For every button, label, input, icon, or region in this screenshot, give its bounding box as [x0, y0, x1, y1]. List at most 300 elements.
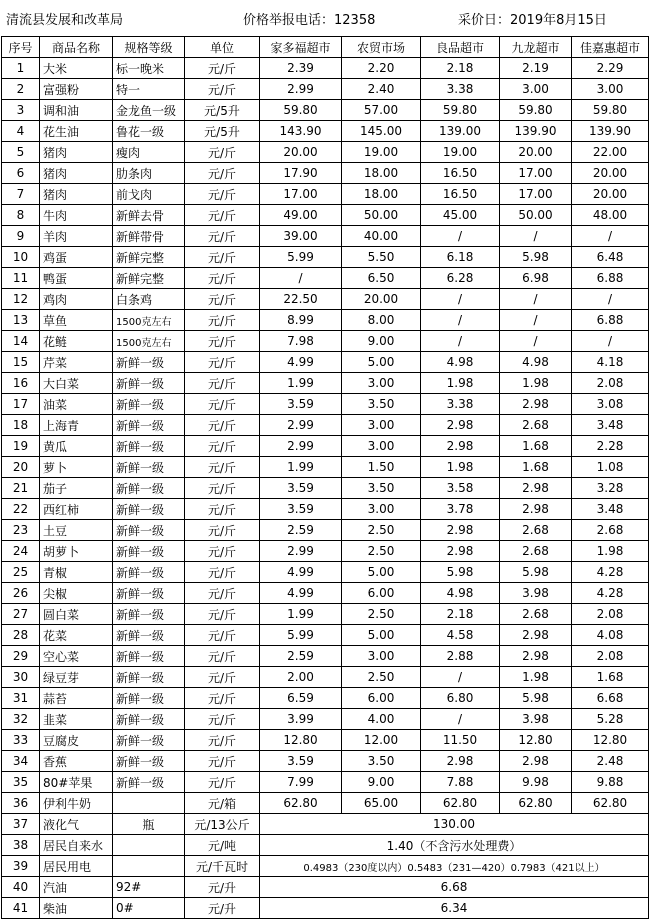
item-name: 富强粉 [40, 79, 113, 100]
item-spec: 新鲜一级 [113, 730, 185, 751]
price-cell: 1.98 [421, 373, 500, 394]
item-unit: 元/升 [185, 877, 260, 898]
price-cell: 2.08 [572, 373, 649, 394]
item-spec: 新鲜一级 [113, 604, 185, 625]
survey-date: 采价日：2019年8月15日 [458, 13, 607, 28]
price-cell: 2.68 [500, 541, 572, 562]
row-number: 1 [2, 58, 40, 79]
page-header [0, 0, 649, 36]
row-number: 23 [2, 520, 40, 541]
price-cell: 4.08 [572, 625, 649, 646]
row-number: 9 [2, 226, 40, 247]
price-cell: 2.99 [260, 79, 342, 100]
item-spec: 新鲜一级 [113, 667, 185, 688]
row-number: 39 [2, 856, 40, 877]
price-cell: 2.19 [500, 58, 572, 79]
item-spec: 金龙鱼一级 [113, 100, 185, 121]
col-header-unit: 单位 [185, 37, 260, 58]
price-cell: 2.98 [421, 751, 500, 772]
price-cell: 2.48 [572, 751, 649, 772]
table-row [2, 226, 649, 247]
item-spec: 新鲜一级 [113, 415, 185, 436]
price-cell: 2.18 [421, 604, 500, 625]
table-row [2, 772, 649, 793]
price-cell: 2.98 [500, 751, 572, 772]
price-cell: 50.00 [500, 205, 572, 226]
col-header-store-3: 良品超市 [421, 37, 500, 58]
price-cell: 6.48 [572, 247, 649, 268]
price-cell: 8.99 [260, 310, 342, 331]
price-cell: 2.50 [342, 541, 421, 562]
item-unit: 元/斤 [185, 436, 260, 457]
item-spec: 新鲜带骨 [113, 226, 185, 247]
price-cell: 6.80 [421, 688, 500, 709]
item-spec: 92# [113, 877, 185, 898]
table-row [2, 331, 649, 352]
table-row [2, 142, 649, 163]
item-name: 茄子 [40, 478, 113, 499]
price-cell: 1.98 [500, 373, 572, 394]
table-row [2, 121, 649, 142]
item-name: 花生油 [40, 121, 113, 142]
table-row [2, 415, 649, 436]
item-unit: 元/吨 [185, 835, 260, 856]
item-spec: 新鲜完整 [113, 247, 185, 268]
item-unit: 元/斤 [185, 562, 260, 583]
price-cell: 3.00 [572, 79, 649, 100]
item-unit: 元/斤 [185, 730, 260, 751]
item-spec: 新鲜一级 [113, 520, 185, 541]
row-number: 19 [2, 436, 40, 457]
price-cell: 4.98 [421, 583, 500, 604]
price-cell: 62.80 [260, 793, 342, 814]
price-cell: 8.00 [342, 310, 421, 331]
price-cell: 18.00 [342, 184, 421, 205]
item-unit: 元/斤 [185, 289, 260, 310]
row-number: 24 [2, 541, 40, 562]
price-cell: 4.00 [342, 709, 421, 730]
item-unit: 元/斤 [185, 247, 260, 268]
price-cell: 6.00 [342, 688, 421, 709]
price-cell: 2.98 [500, 625, 572, 646]
price-cell: 3.98 [500, 709, 572, 730]
item-spec: 前戈肉 [113, 184, 185, 205]
table-row [2, 457, 649, 478]
table-row [2, 667, 649, 688]
item-name: 空心菜 [40, 646, 113, 667]
price-cell: 59.80 [260, 100, 342, 121]
table-row [2, 541, 649, 562]
price-cell: 2.99 [260, 541, 342, 562]
price-cell: 2.68 [500, 520, 572, 541]
price-cell: 62.80 [421, 793, 500, 814]
price-cell: 6.68 [572, 688, 649, 709]
price-cell: 2.98 [421, 541, 500, 562]
item-name: 鸡肉 [40, 289, 113, 310]
price-cell: 5.50 [342, 247, 421, 268]
item-name: 西红柿 [40, 499, 113, 520]
price-cell: 2.00 [260, 667, 342, 688]
report-phone: 价格举报电话：12358 [243, 13, 376, 28]
item-unit: 元/斤 [185, 184, 260, 205]
price-cell: 2.98 [500, 499, 572, 520]
table-row [2, 247, 649, 268]
col-header-store-4: 九龙超市 [500, 37, 572, 58]
price-cell: 3.59 [260, 751, 342, 772]
item-name: 大白菜 [40, 373, 113, 394]
item-unit: 元/斤 [185, 583, 260, 604]
item-name: 香蕉 [40, 751, 113, 772]
table-row [2, 583, 649, 604]
merged-price-cell: 130.00 [260, 814, 649, 835]
price-cell: 1.68 [572, 667, 649, 688]
item-spec: 新鲜一级 [113, 478, 185, 499]
row-number: 17 [2, 394, 40, 415]
price-cell: 20.00 [500, 142, 572, 163]
item-spec: 瘦肉 [113, 142, 185, 163]
item-unit: 元/斤 [185, 604, 260, 625]
table-row [2, 835, 649, 856]
item-spec: 新鲜一级 [113, 499, 185, 520]
item-name: 液化气 [40, 814, 113, 835]
price-cell: 4.58 [421, 625, 500, 646]
price-cell: 1.68 [500, 457, 572, 478]
price-cell: 3.00 [342, 646, 421, 667]
price-cell: 3.48 [572, 499, 649, 520]
price-cell: 4.98 [500, 352, 572, 373]
price-cell: 2.39 [260, 58, 342, 79]
row-number: 27 [2, 604, 40, 625]
price-cell: 2.99 [260, 436, 342, 457]
col-header-name: 商品名称 [40, 37, 113, 58]
price-cell: 20.00 [572, 163, 649, 184]
price-cell: 1.98 [572, 541, 649, 562]
item-unit: 元/斤 [185, 520, 260, 541]
row-number: 21 [2, 478, 40, 499]
item-spec: 标一晚米 [113, 58, 185, 79]
price-cell: 4.99 [260, 562, 342, 583]
item-name: 青椒 [40, 562, 113, 583]
price-cell: 2.40 [342, 79, 421, 100]
item-unit: 元/斤 [185, 625, 260, 646]
price-cell: 2.98 [500, 646, 572, 667]
item-spec: 1500克左右 [113, 331, 185, 352]
item-name: 韭菜 [40, 709, 113, 730]
row-number: 20 [2, 457, 40, 478]
price-cell: 6.28 [421, 268, 500, 289]
table-row [2, 562, 649, 583]
table-row [2, 100, 649, 121]
price-cell: 3.98 [500, 583, 572, 604]
price-cell: 9.00 [342, 772, 421, 793]
price-cell: 16.50 [421, 163, 500, 184]
price-cell: 3.28 [572, 478, 649, 499]
row-number: 4 [2, 121, 40, 142]
item-name: 鸡蛋 [40, 247, 113, 268]
row-number: 40 [2, 877, 40, 898]
row-number: 10 [2, 247, 40, 268]
item-name: 80#苹果 [40, 772, 113, 793]
item-name: 居民自来水 [40, 835, 113, 856]
table-row [2, 814, 649, 835]
merged-price-cell: 1.40（不含污水处理费） [260, 835, 649, 856]
price-cell: 2.68 [500, 415, 572, 436]
row-number: 41 [2, 898, 40, 919]
price-cell: 1.99 [260, 604, 342, 625]
price-cell: 16.50 [421, 184, 500, 205]
price-cell: 2.50 [342, 604, 421, 625]
row-number: 25 [2, 562, 40, 583]
item-name: 猪肉 [40, 163, 113, 184]
price-cell: 2.50 [342, 520, 421, 541]
item-spec: 白条鸡 [113, 289, 185, 310]
price-cell: 6.88 [572, 310, 649, 331]
item-unit: 元/斤 [185, 79, 260, 100]
price-cell: 17.00 [500, 184, 572, 205]
price-cell: 2.98 [421, 415, 500, 436]
price-cell: 2.28 [572, 436, 649, 457]
price-cell: 62.80 [500, 793, 572, 814]
price-cell: 2.99 [260, 415, 342, 436]
table-row [2, 268, 649, 289]
item-name: 居民用电 [40, 856, 113, 877]
price-cell: 2.98 [421, 520, 500, 541]
price-cell: 12.80 [260, 730, 342, 751]
price-cell: 2.98 [500, 478, 572, 499]
price-cell: 4.28 [572, 583, 649, 604]
row-number: 34 [2, 751, 40, 772]
price-cell: 1.99 [260, 457, 342, 478]
price-cell: 5.98 [421, 562, 500, 583]
item-unit: 元/斤 [185, 205, 260, 226]
row-number: 6 [2, 163, 40, 184]
table-row [2, 79, 649, 100]
price-cell: 7.98 [260, 331, 342, 352]
col-header-no: 序号 [2, 37, 40, 58]
item-spec: 新鲜一级 [113, 583, 185, 604]
price-cell: / [260, 268, 342, 289]
col-header-store-5: 佳嘉惠超市 [572, 37, 649, 58]
price-cell: 139.00 [421, 121, 500, 142]
price-cell: / [500, 289, 572, 310]
price-cell: 6.50 [342, 268, 421, 289]
row-number: 31 [2, 688, 40, 709]
price-cell: 143.90 [260, 121, 342, 142]
item-unit: 元/斤 [185, 331, 260, 352]
price-cell: 20.00 [260, 142, 342, 163]
col-header-store-2: 农贸市场 [342, 37, 421, 58]
price-cell: / [421, 226, 500, 247]
item-name: 羊肉 [40, 226, 113, 247]
price-cell: 3.48 [572, 415, 649, 436]
row-number: 14 [2, 331, 40, 352]
price-cell: 6.98 [500, 268, 572, 289]
item-unit: 元/斤 [185, 226, 260, 247]
price-cell: 5.98 [500, 247, 572, 268]
table-row [2, 604, 649, 625]
table-row [2, 184, 649, 205]
price-cell: 3.59 [260, 478, 342, 499]
item-unit: 元/斤 [185, 709, 260, 730]
price-cell: 6.00 [342, 583, 421, 604]
item-spec: 瓶 [113, 814, 185, 835]
price-cell: 3.59 [260, 499, 342, 520]
price-cell: 62.80 [572, 793, 649, 814]
item-unit: 元/斤 [185, 751, 260, 772]
price-cell: 59.80 [572, 100, 649, 121]
price-cell: / [500, 226, 572, 247]
item-spec: 特一 [113, 79, 185, 100]
item-name: 鸭蛋 [40, 268, 113, 289]
item-unit: 元/斤 [185, 646, 260, 667]
table-row [2, 373, 649, 394]
price-cell: 11.50 [421, 730, 500, 751]
price-cell: 145.00 [342, 121, 421, 142]
row-number: 3 [2, 100, 40, 121]
row-number: 36 [2, 793, 40, 814]
item-name: 圆白菜 [40, 604, 113, 625]
item-unit: 元/斤 [185, 415, 260, 436]
price-cell: 2.68 [572, 520, 649, 541]
item-name: 黄瓜 [40, 436, 113, 457]
price-cell: 2.08 [572, 646, 649, 667]
col-header-spec: 规格等级 [113, 37, 185, 58]
price-cell: 22.00 [572, 142, 649, 163]
price-cell: 1.98 [500, 667, 572, 688]
table-row [2, 730, 649, 751]
price-cell: 22.50 [260, 289, 342, 310]
org-title: 清流县发展和改革局 [6, 13, 124, 28]
item-spec: 0# [113, 898, 185, 919]
row-number: 28 [2, 625, 40, 646]
item-spec: 新鲜一级 [113, 457, 185, 478]
price-cell: 9.88 [572, 772, 649, 793]
price-cell: 5.98 [500, 562, 572, 583]
price-cell: 19.00 [421, 142, 500, 163]
price-cell: 1.99 [260, 373, 342, 394]
price-cell: 2.50 [342, 667, 421, 688]
price-cell: 3.58 [421, 478, 500, 499]
price-cell: 5.00 [342, 625, 421, 646]
price-cell: / [421, 709, 500, 730]
table-row [2, 499, 649, 520]
price-cell: 3.50 [342, 478, 421, 499]
price-cell: 1.08 [572, 457, 649, 478]
table-row [2, 709, 649, 730]
item-name: 牛肉 [40, 205, 113, 226]
price-cell: 65.00 [342, 793, 421, 814]
table-row [2, 289, 649, 310]
table-header-row [2, 37, 649, 58]
price-cell: 9.98 [500, 772, 572, 793]
row-number: 8 [2, 205, 40, 226]
price-cell: 3.00 [342, 415, 421, 436]
item-name: 花菜 [40, 625, 113, 646]
price-cell: 2.08 [572, 604, 649, 625]
price-table [1, 36, 649, 919]
table-row [2, 310, 649, 331]
item-unit: 元/斤 [185, 58, 260, 79]
item-name: 萝卜 [40, 457, 113, 478]
row-number: 11 [2, 268, 40, 289]
item-spec: 新鲜完整 [113, 268, 185, 289]
table-row [2, 688, 649, 709]
price-cell: 59.80 [421, 100, 500, 121]
table-row [2, 205, 649, 226]
item-name: 伊利牛奶 [40, 793, 113, 814]
price-cell: 3.00 [342, 373, 421, 394]
row-number: 33 [2, 730, 40, 751]
price-cell: 2.98 [500, 394, 572, 415]
table-row [2, 163, 649, 184]
item-spec: 新鲜一级 [113, 352, 185, 373]
price-cell: 2.68 [500, 604, 572, 625]
price-cell: 59.80 [500, 100, 572, 121]
price-cell: / [500, 310, 572, 331]
row-number: 26 [2, 583, 40, 604]
table-row [2, 478, 649, 499]
item-unit: 元/斤 [185, 163, 260, 184]
item-name: 土豆 [40, 520, 113, 541]
price-cell: 9.00 [342, 331, 421, 352]
price-cell: 50.00 [342, 205, 421, 226]
item-unit: 元/斤 [185, 667, 260, 688]
price-cell: 3.78 [421, 499, 500, 520]
item-spec [113, 835, 185, 856]
item-unit: 元/斤 [185, 373, 260, 394]
item-unit: 元/斤 [185, 499, 260, 520]
price-cell: 5.98 [500, 688, 572, 709]
item-spec [113, 793, 185, 814]
item-name: 草鱼 [40, 310, 113, 331]
table-row [2, 856, 649, 877]
row-number: 5 [2, 142, 40, 163]
item-spec: 肋条肉 [113, 163, 185, 184]
item-unit: 元/千瓦时 [185, 856, 260, 877]
item-name: 调和油 [40, 100, 113, 121]
price-cell: 4.99 [260, 583, 342, 604]
price-cell: 18.00 [342, 163, 421, 184]
item-name: 油菜 [40, 394, 113, 415]
item-unit: 元/斤 [185, 772, 260, 793]
table-row [2, 352, 649, 373]
price-cell: 139.90 [500, 121, 572, 142]
item-name: 花鲢 [40, 331, 113, 352]
price-cell: 20.00 [572, 184, 649, 205]
row-number: 16 [2, 373, 40, 394]
row-number: 12 [2, 289, 40, 310]
table-row [2, 58, 649, 79]
price-cell: 48.00 [572, 205, 649, 226]
price-cell: 5.99 [260, 625, 342, 646]
price-cell: 1.98 [421, 457, 500, 478]
price-cell: 3.08 [572, 394, 649, 415]
price-cell: 139.90 [572, 121, 649, 142]
price-cell: 2.59 [260, 520, 342, 541]
item-spec: 新鲜一级 [113, 772, 185, 793]
price-cell: 49.00 [260, 205, 342, 226]
item-spec [113, 856, 185, 877]
merged-price-cell: 0.4983（230度以内）0.5483（231—420）0.7983（421以上） [260, 856, 649, 877]
price-cell: 3.50 [342, 394, 421, 415]
price-cell: 45.00 [421, 205, 500, 226]
price-cell: 3.00 [342, 436, 421, 457]
price-cell: 7.88 [421, 772, 500, 793]
item-unit: 元/箱 [185, 793, 260, 814]
item-name: 胡萝卜 [40, 541, 113, 562]
row-number: 29 [2, 646, 40, 667]
item-spec: 新鲜去骨 [113, 205, 185, 226]
